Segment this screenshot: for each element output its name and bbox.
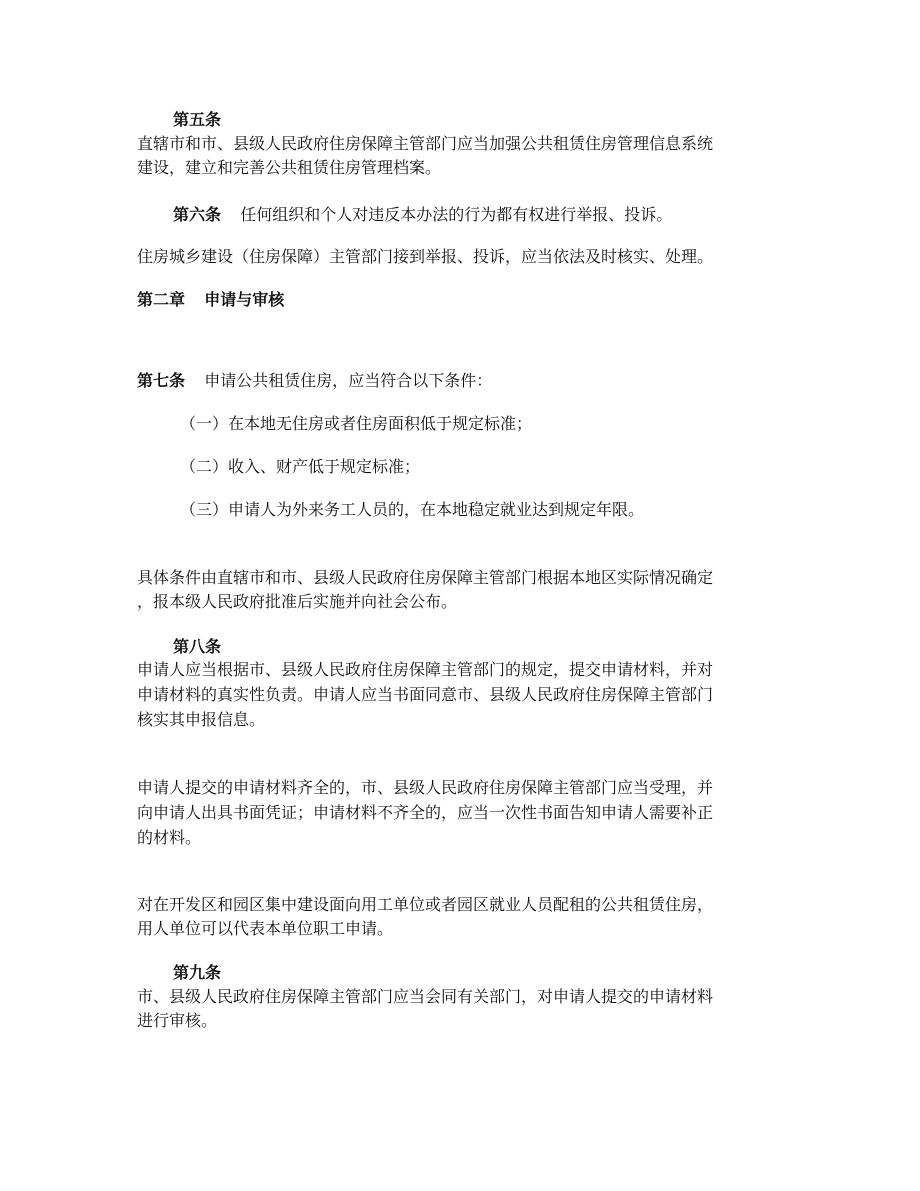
article-8-p1-line-3: 核实其申报信息。 — [137, 710, 266, 729]
article-9-line-1: 市、县级人民政府住房保障主管部门应当会同有关部门，对申请人提交的申请材料 — [137, 987, 714, 1006]
article-7-para-line-1: 具体条件由直辖市和市、县级人民政府住房保障主管部门根据本地区实际情况确定 — [137, 568, 714, 587]
article-8-p2-line-3: 的材料。 — [137, 828, 202, 847]
article-5-line-2: 建设，建立和完善公共租赁住房管理档案。 — [137, 158, 442, 177]
article-6-text: 任何组织和个人对违反本办法的行为都有权进行举报、投诉。 — [240, 205, 673, 224]
article-8-p2-line-2: 向申请人出具书面凭证；申请材料不齐全的，应当一次性书面告知申请人需要补正 — [137, 803, 714, 822]
article-7-item-2: （二）收入、财产低于规定标准； — [180, 457, 421, 476]
article-6-line-2: 住房城乡建设（住房保障）主管部门接到举报、投诉，应当依法及时核实、处理。 — [137, 247, 714, 266]
article-7-para-line-2: ，报本级人民政府批准后实施并向社会公布。 — [137, 592, 458, 611]
article-8-p3-line-1: 对在开发区和园区集中建设面向用工单位或者园区就业人员配租的公共租赁住房， — [137, 895, 714, 914]
article-5-line-1: 直辖市和市、县级人民政府住房保障主管部门应当加强公共租赁住房管理信息系统 — [137, 134, 714, 153]
article-5-title: 第五条 — [173, 110, 222, 129]
article-8-p1-line-1: 申请人应当根据市、县级人民政府住房保障主管部门的规定，提交申请材料，并对 — [137, 660, 714, 679]
article-8-p2-line-1: 申请人提交的申请材料齐全的，市、县级人民政府住房保障主管部门应当受理，并 — [137, 778, 714, 797]
article-7-item-3: （三）申请人为外来务工人员的，在本地稳定就业达到规定年限。 — [180, 500, 645, 519]
article-7-title: 第七条 — [137, 371, 186, 390]
article-8-p3-line-2: 用人单位可以代表本单位职工申请。 — [137, 919, 394, 938]
article-8-p1-line-2: 申请材料的真实性负责。申请人应当书面同意市、县级人民政府住房保障主管部门 — [137, 685, 714, 704]
chapter-title: 申请与审核 — [204, 290, 285, 309]
article-7-line — [137, 370, 492, 392]
article-8-title: 第八条 — [173, 637, 222, 656]
article-7-text: 申请公共租赁住房，应当符合以下条件： — [204, 371, 493, 390]
article-9-line-2: 进行审核。 — [137, 1011, 218, 1030]
article-9-title: 第九条 — [173, 963, 222, 982]
article-7-item-1: （一）在本地无住房或者住房面积低于规定标准； — [180, 414, 533, 433]
article-6-line — [173, 204, 672, 226]
article-6-title: 第六条 — [173, 205, 222, 224]
chapter-heading — [137, 289, 284, 311]
chapter-label: 第二章 — [137, 290, 186, 309]
